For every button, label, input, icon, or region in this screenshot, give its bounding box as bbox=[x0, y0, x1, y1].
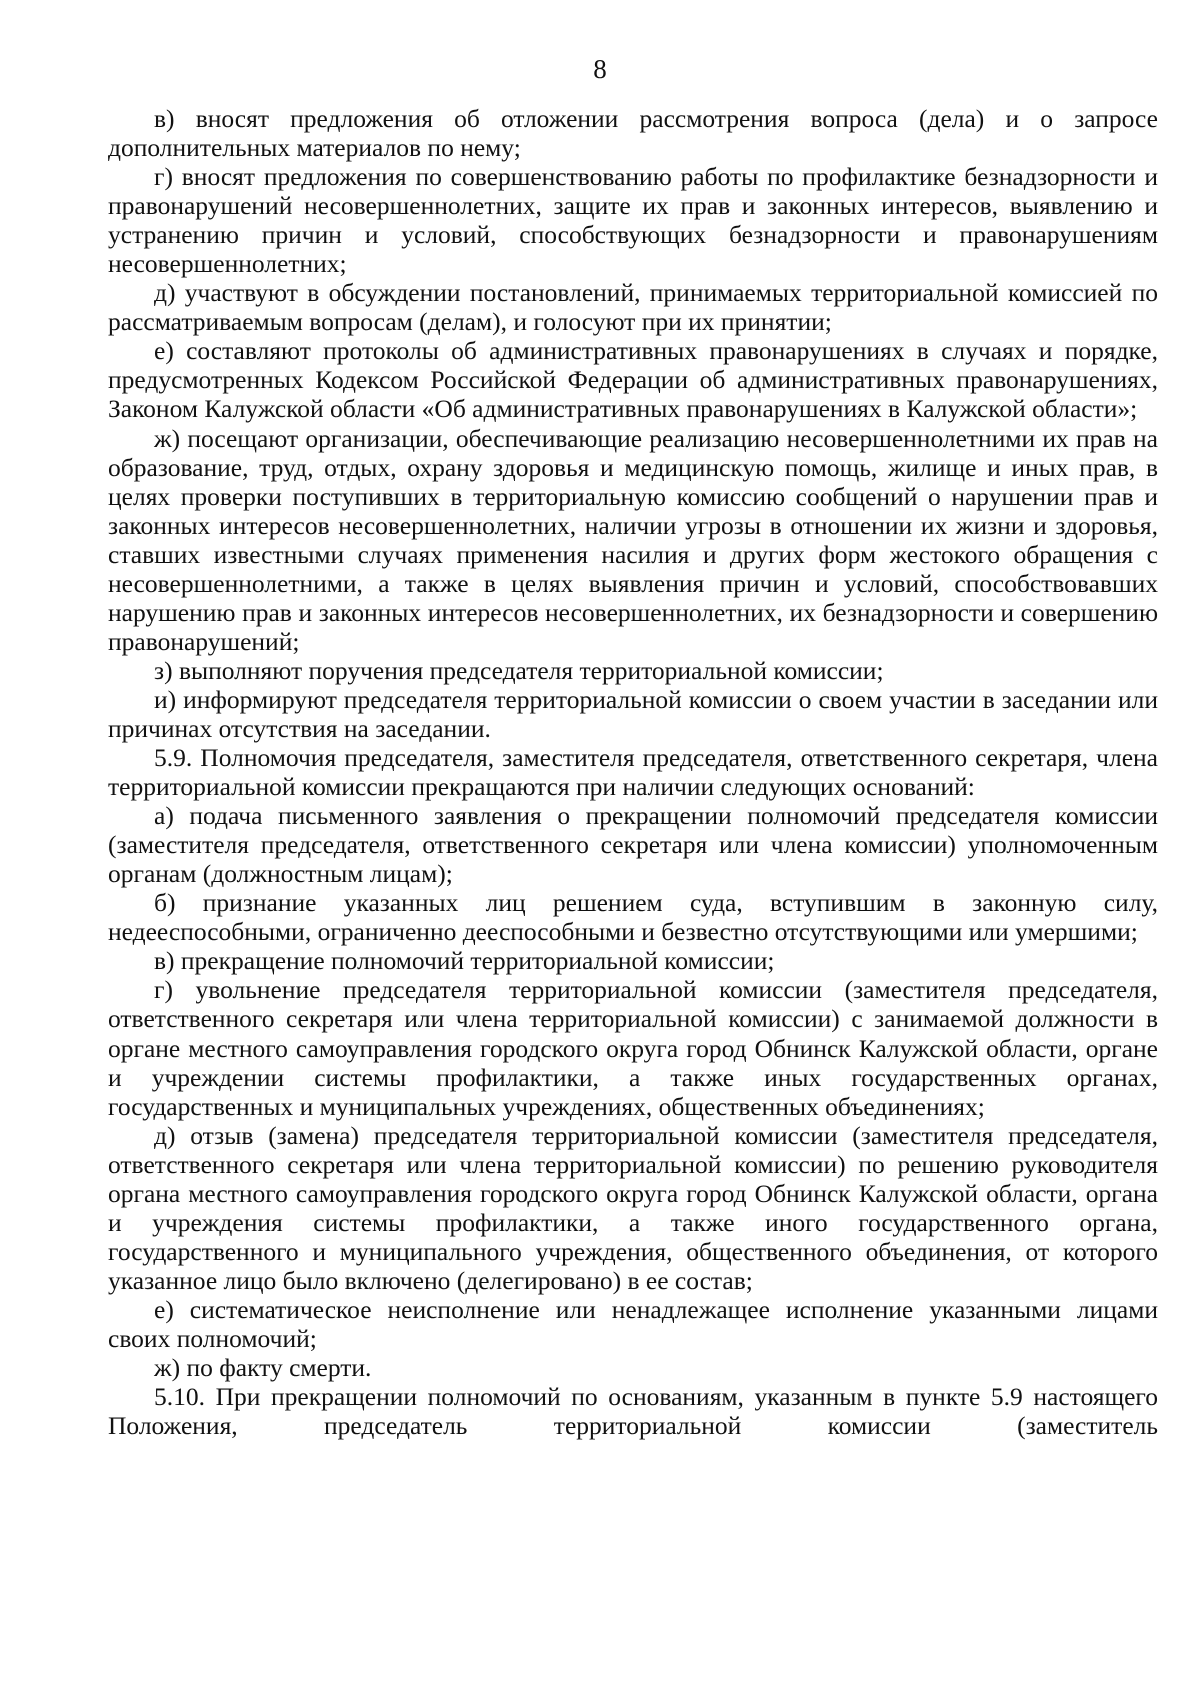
paragraph-d-discussion: д) участвуют в обсуждении постановлений, принимаемых территориальной комиссией по рассматриваемым вопросам (делам), и голосуют при их принятии; bbox=[108, 278, 1158, 337]
paragraph-v-postpone: в) вносят предложения об отложении рассмотрения вопроса (дела) и о запросе дополнительных материалов по нему; bbox=[108, 104, 1158, 163]
paragraph-z-orders: з) выполняют поручения председателя территориальной комиссии; bbox=[154, 655, 884, 685]
paragraph-5-10-consequences: 5.10. При прекращении полномочий по основаниям, указанным в пункте 5.9 настоящего Положения, председатель территориальной комиссии (заместитель bbox=[108, 1382, 1158, 1441]
paragraph-zh-visits: ж) посещают организации, обеспечивающие реализацию несовершеннолетними их прав на образование, труд, отдых, охрану здоровья и медицинскую помощь, жилище и иных прав, в целях проверки поступивших в территориальную комиссию сообщений о нарушении прав и законных интересов несовершеннолетних, наличии угрозы в отношении их жизни и здоровья, ставших известными случаях применения насилия и других форм жестокого обращения с несовершеннолетними, а также в целях выявления причин и условий, способствовавших нарушению прав и законных интересов несовершеннолетних, их безнадзорности и совершению правонарушений; bbox=[108, 423, 1158, 656]
body-text bbox=[108, 104, 1158, 1440]
paragraph-e-protocols: е) составляют протоколы об административных правонарушениях в случаях и порядке, предусмотренных Кодексом Российской Федерации об административных правонарушениях, Законом Калужской области «Об административных правонарушениях в Калужской области»; bbox=[108, 336, 1158, 424]
paragraph-b-incapacity: б) признание указанных лиц решением суда, вступившим в законную силу, недееспособными, ограниченно дееспособными и безвестно отсутствующими или умершими; bbox=[108, 888, 1158, 947]
paragraph-e-nonperformance: е) систематическое неисполнение или ненадлежащее исполнение указанными лицами своих полномочий; bbox=[108, 1294, 1158, 1353]
page-number: 8 bbox=[593, 54, 607, 84]
paragraph-v-commission-end: в) прекращение полномочий территориальной комиссии; bbox=[154, 946, 775, 976]
paragraph-5-9-termination: 5.9. Полномочия председателя, заместителя председателя, ответственного секретаря, члена территориальной комиссии прекращаются при наличии следующих оснований: bbox=[108, 743, 1158, 802]
paragraph-zh-death: ж) по факту смерти. bbox=[154, 1353, 372, 1383]
paragraph-a-application: а) подача письменного заявления о прекращении полномочий председателя комиссии (заместителя председателя, ответственного секретаря или члена комиссии) уполномоченным органам (должностным лицам); bbox=[108, 801, 1158, 889]
paragraph-d-recall: д) отзыв (замена) председателя территориальной комиссии (заместителя председателя, ответственного секретаря или члена территориальной комиссии) по решению руководителя органа местного самоуправления городского округа город Обнинск Калужской области, органа и учреждения системы профилактики, а также иного государственного органа, государственного и муниципального учреждения, общественного объединения, от которого указанное лицо было включено (делегировано) в ее состав; bbox=[108, 1120, 1158, 1295]
paragraph-i-inform: и) информируют председателя территориальной комиссии о своем участии в заседании или причинах отсутствия на заседании. bbox=[108, 684, 1158, 743]
paragraph-g-improvement: г) вносят предложения по совершенствованию работы по профилактике безнадзорности и правонарушений несовершеннолетних, защите их прав и законных интересов, выявлению и устранению причин и условий, способствующих безнадзорности и правонарушениям несовершеннолетних; bbox=[108, 162, 1158, 279]
paragraph-g-dismissal: г) увольнение председателя территориальной комиссии (заместителя председателя, ответственного секретаря или члена территориальной комиссии) с занимаемой должности в органе местного самоуправления городского округа город Обнинск Калужской области, органе и учреждении системы профилактики, а также иных государственных органах, государственных и муниципальных учреждениях, общественных объединениях; bbox=[108, 975, 1158, 1121]
